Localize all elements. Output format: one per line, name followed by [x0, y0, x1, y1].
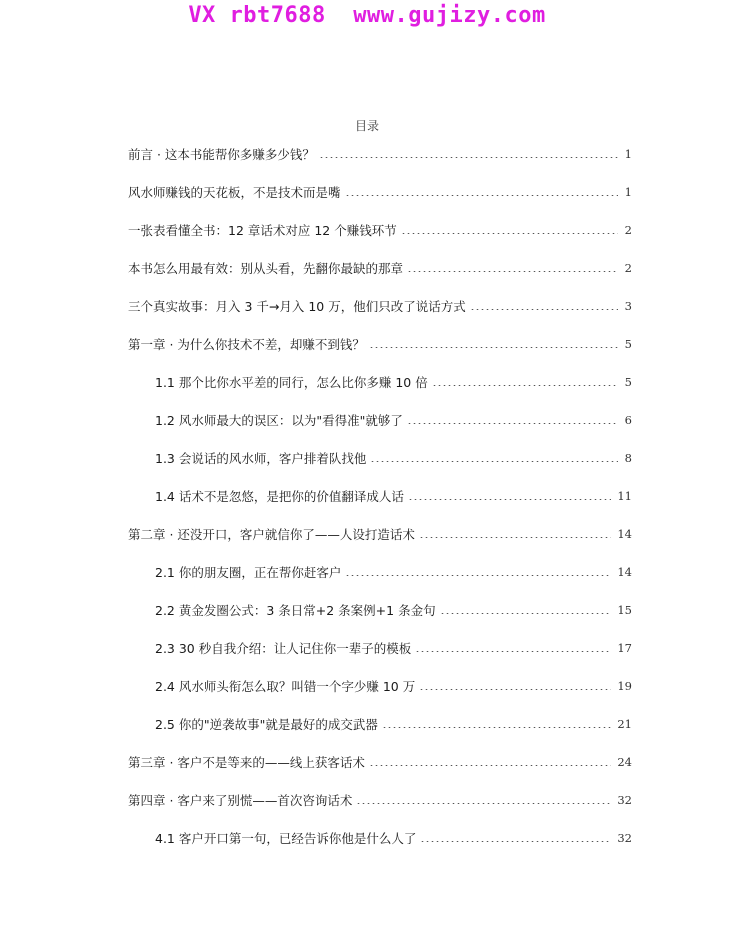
toc-entry-label: 1.3 会说话的风水师，客户排着队找他	[155, 451, 367, 466]
toc-entry[interactable]	[0, 439, 734, 477]
toc-entry-label: 本书怎么用最有效：别从头看，先翻你最缺的那章	[128, 261, 404, 276]
toc-entry-label: 第二章 · 还没开口，客户就信你了——人设打造话术	[128, 527, 415, 542]
toc-entry-label: 第一章 · 为什么你技术不差，却赚不到钱？	[128, 337, 365, 352]
toc-entry-label: 2.4 风水师头衔怎么取？叫错一个字少赚 10 万	[155, 679, 416, 694]
toc-entry-page-number: 2	[624, 223, 632, 237]
dot-leader	[420, 841, 611, 842]
toc-entry[interactable]	[0, 325, 734, 363]
toc-entry-page-number: 6	[624, 413, 632, 427]
toc-entry[interactable]	[0, 135, 734, 173]
toc-entry[interactable]	[0, 591, 734, 629]
dot-leader	[440, 613, 612, 614]
toc-entry-label: 2.3 30 秒自我介绍：让人记住你一辈子的模板	[155, 641, 412, 656]
toc-entry-label: 第四章 · 客户来了别慌——首次咨询话术	[128, 793, 353, 808]
toc-entry[interactable]	[0, 363, 734, 401]
toc-entry-label: 1.4 话术不是忽悠，是把你的价值翻译成人话	[155, 489, 404, 504]
dot-leader	[369, 765, 611, 766]
dot-leader	[432, 385, 618, 386]
toc-entry-page-number: 24	[617, 755, 632, 769]
toc-entry[interactable]	[0, 287, 734, 325]
dot-leader	[407, 271, 618, 272]
dot-leader	[356, 803, 611, 804]
toc-entry-page-number: 32	[617, 793, 632, 807]
toc-entry-page-number: 15	[617, 603, 632, 617]
toc-entry-page-number: 5	[624, 375, 632, 389]
toc-entry-label: 2.2 黄金发圈公式：3 条日常+2 条案例+1 条金句	[155, 603, 436, 618]
toc-entry-page-number: 1	[624, 147, 632, 161]
toc-entry[interactable]	[0, 515, 734, 553]
toc-title: 目录	[354, 119, 379, 133]
dot-leader	[345, 195, 618, 196]
dot-leader	[419, 689, 611, 690]
toc-entry-page-number: 5	[624, 337, 632, 351]
toc-entry[interactable]	[0, 629, 734, 667]
toc-entry-page-number: 17	[617, 641, 632, 655]
toc-entry-label: 第三章 · 客户不是等来的——线上获客话术	[128, 755, 365, 770]
toc-entry[interactable]	[0, 819, 734, 857]
watermark-text: VX rbt7688 www.gujizy.com	[188, 3, 546, 28]
toc-entry[interactable]	[0, 705, 734, 743]
toc-entry[interactable]	[0, 667, 734, 705]
dot-leader	[419, 537, 611, 538]
dot-leader	[470, 309, 618, 310]
toc-entry-label: 风水师赚钱的天花板，不是技术而是嘴	[128, 185, 341, 200]
toc-entry-label: 三个真实故事：月入 3 千→月入 10 万，他们只改了说话方式	[128, 299, 466, 314]
toc-entry-page-number: 21	[617, 717, 632, 731]
toc-entry[interactable]	[0, 211, 734, 249]
toc-entry[interactable]	[0, 173, 734, 211]
dot-leader	[382, 727, 612, 728]
dot-leader	[319, 157, 618, 158]
toc-entry[interactable]	[0, 781, 734, 819]
dot-leader	[408, 499, 612, 500]
toc-entry-page-number: 14	[617, 527, 632, 541]
toc-entry-label: 一张表看懂全书：12 章话术对应 12 个赚钱环节	[128, 223, 397, 238]
toc-entry-page-number: 14	[617, 565, 632, 579]
toc-entry-page-number: 32	[617, 831, 632, 845]
toc-entry-page-number: 8	[624, 451, 632, 465]
toc-entry[interactable]	[0, 553, 734, 591]
toc-entry[interactable]	[0, 401, 734, 439]
toc-entry[interactable]	[0, 249, 734, 287]
toc-entry-label: 1.2 风水师最大的误区：以为"看得准"就够了	[155, 413, 403, 428]
toc-entry-page-number: 2	[624, 261, 632, 275]
table-of-contents	[0, 135, 734, 857]
toc-entry-label: 1.1 那个比你水平差的同行，怎么比你多赚 10 倍	[155, 375, 428, 390]
dot-leader	[345, 575, 611, 576]
toc-entry-label: 2.1 你的朋友圈，正在帮你赶客户	[155, 565, 342, 580]
toc-entry-page-number: 1	[624, 185, 632, 199]
toc-entry-label: 4.1 客户开口第一句，已经告诉你他是什么人了	[155, 831, 417, 846]
toc-entry-page-number: 3	[624, 299, 632, 313]
toc-entry-page-number: 11	[617, 489, 632, 503]
toc-entry-page-number: 19	[617, 679, 632, 693]
dot-leader	[369, 347, 618, 348]
dot-leader	[401, 233, 618, 234]
dot-leader	[407, 423, 618, 424]
toc-entry-label: 前言 · 这本书能帮你多赚多少钱？	[128, 147, 315, 162]
dot-leader	[415, 651, 611, 652]
toc-entry[interactable]	[0, 743, 734, 781]
dot-leader	[370, 461, 618, 462]
toc-entry-label: 2.5 你的"逆袭故事"就是最好的成交武器	[155, 717, 378, 732]
toc-entry[interactable]	[0, 477, 734, 515]
